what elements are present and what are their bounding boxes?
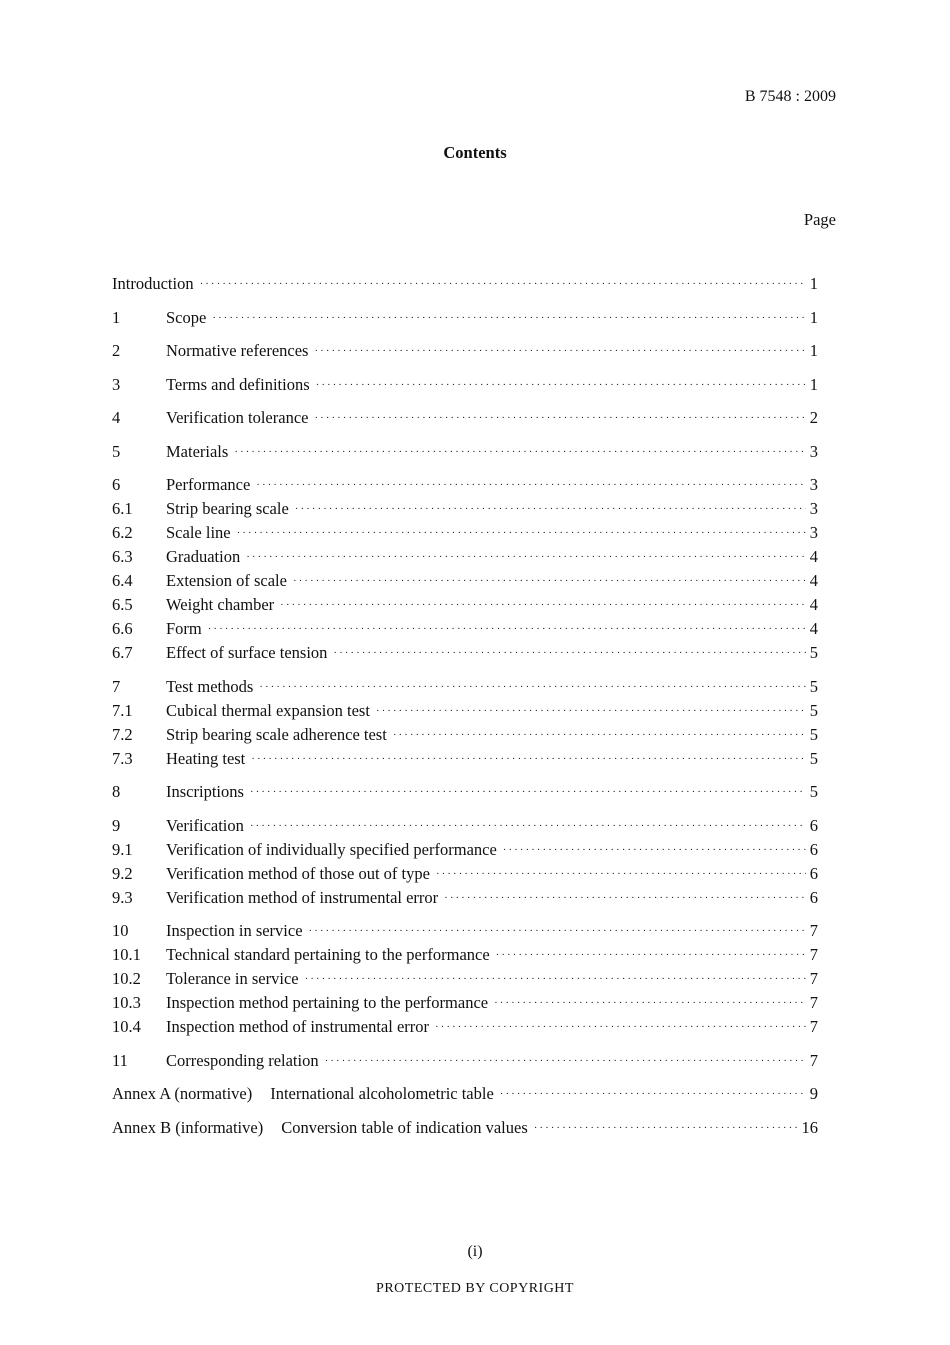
- toc-entry-page: 9: [809, 1084, 818, 1103]
- toc-entry[interactable]: [112, 440, 818, 464]
- toc-entry[interactable]: [112, 747, 818, 771]
- toc-entry-page: 6: [809, 839, 818, 859]
- toc-entry-introduction[interactable]: [112, 272, 818, 296]
- leader-dots: [237, 521, 806, 545]
- toc-entry[interactable]: [112, 886, 818, 910]
- toc-entry-page: 3: [809, 475, 818, 494]
- toc-entry-page: 2: [809, 408, 818, 427]
- toc-entry-label: Introduction: [112, 274, 194, 293]
- toc-entry-label: Extension of scale: [166, 571, 287, 590]
- toc-entry-label: Weight chamber: [166, 595, 275, 614]
- toc-entry-page: 16: [801, 1117, 818, 1137]
- toc-entry-number: 6.3: [112, 547, 133, 566]
- leader-dots: [251, 747, 806, 771]
- toc-entry[interactable]: [112, 814, 818, 838]
- toc-entry[interactable]: [112, 838, 818, 862]
- toc-annex-entry[interactable]: [112, 1082, 818, 1106]
- toc-entry[interactable]: [112, 306, 818, 330]
- annex-title: International alcoholometric table: [270, 1084, 494, 1103]
- leader-dots: [212, 306, 806, 330]
- toc-entry-page: 4: [809, 571, 818, 590]
- table-of-contents: [112, 272, 818, 1140]
- toc-entry[interactable]: [112, 641, 818, 665]
- leader-dots: [503, 838, 806, 862]
- leader-dots: [309, 919, 806, 943]
- leader-dots: [200, 272, 806, 296]
- toc-entry-number: 1: [112, 307, 121, 327]
- leader-dots: [316, 373, 806, 397]
- toc-entry-page: 7: [809, 1017, 818, 1036]
- toc-entry-number: 9.2: [112, 863, 133, 883]
- toc-entry-number: 9.1: [112, 839, 133, 859]
- annex-label: Annex B (informative): [112, 1117, 264, 1137]
- toc-entry-label: Verification method of instrumental error: [166, 887, 439, 907]
- toc-entry-number: 3: [112, 374, 121, 394]
- toc-entry-page: 1: [809, 274, 818, 293]
- toc-entry-label: Materials: [166, 441, 229, 461]
- leader-dots: [494, 991, 806, 1015]
- toc-entry-page: 3: [809, 499, 818, 518]
- leader-dots: [234, 440, 806, 464]
- toc-entry-page: 5: [809, 748, 818, 768]
- toc-entry-number: 6: [112, 475, 121, 494]
- toc-entry[interactable]: [112, 617, 818, 641]
- toc-entry[interactable]: [112, 675, 818, 699]
- toc-entry-page: 7: [809, 1050, 818, 1070]
- leader-dots: [250, 814, 806, 838]
- leader-dots: [246, 545, 806, 569]
- toc-entry-page: 1: [809, 307, 818, 327]
- toc-entry-label: Scope: [166, 307, 207, 327]
- toc-entry[interactable]: [112, 780, 818, 804]
- toc-entry-label: Cubical thermal expansion test: [166, 700, 370, 720]
- toc-entry-page: 3: [809, 523, 818, 542]
- toc-entry[interactable]: [112, 497, 818, 521]
- leader-dots: [444, 886, 806, 910]
- toc-entry[interactable]: [112, 521, 818, 545]
- toc-entry-number: 6.2: [112, 523, 133, 542]
- annex-title: Conversion table of indication values: [281, 1117, 528, 1137]
- toc-entry-number: 8: [112, 782, 121, 801]
- toc-entry[interactable]: [112, 339, 818, 363]
- leader-dots: [280, 593, 806, 617]
- toc-entry[interactable]: [112, 991, 818, 1015]
- copyright-notice: PROTECTED BY COPYRIGHT: [376, 1281, 574, 1296]
- toc-entry-label: Graduation: [166, 547, 241, 566]
- toc-entry[interactable]: [112, 1049, 818, 1073]
- leader-dots: [293, 569, 806, 593]
- toc-entry-page: 7: [809, 945, 818, 964]
- leader-dots: [496, 943, 806, 967]
- toc-entry-number: 7.2: [112, 724, 133, 744]
- toc-entry-page: 7: [809, 921, 818, 940]
- page-number: (i): [467, 1243, 483, 1260]
- toc-entry-number: 6.6: [112, 619, 133, 638]
- toc-entry-label: Form: [166, 619, 202, 638]
- toc-entry-page: 1: [809, 341, 818, 360]
- toc-entry-label: Inspection in service: [166, 921, 303, 940]
- toc-entry[interactable]: [112, 943, 818, 967]
- leader-dots: [435, 1015, 806, 1039]
- toc-entry-page: 5: [809, 700, 818, 720]
- toc-entry-number: 10.3: [112, 993, 141, 1012]
- leader-dots: [333, 641, 806, 665]
- toc-entry-page: 7: [809, 969, 818, 988]
- toc-entry-label: Test methods: [166, 676, 254, 696]
- toc-entry-number: 7: [112, 676, 121, 696]
- toc-entry-number: 10: [112, 921, 129, 940]
- toc-entry-page: 6: [809, 887, 818, 907]
- leader-dots: [250, 780, 806, 804]
- toc-entry-page: 4: [809, 595, 818, 614]
- toc-entry-page: 6: [809, 863, 818, 883]
- toc-entry-number: 7.3: [112, 748, 133, 768]
- toc-entry-number: 10.2: [112, 969, 141, 988]
- toc-entry-label: Strip bearing scale adherence test: [166, 724, 387, 744]
- leader-dots: [534, 1116, 800, 1140]
- toc-annex-entry[interactable]: [112, 1116, 818, 1140]
- toc-entry[interactable]: [112, 545, 818, 569]
- toc-entry-number: 6.7: [112, 643, 133, 662]
- toc-entry-number: 7.1: [112, 700, 133, 720]
- leader-dots: [295, 497, 806, 521]
- toc-entry-label: Inscriptions: [166, 782, 244, 801]
- page-title: Contents: [443, 143, 507, 162]
- leader-dots: [500, 1082, 806, 1106]
- toc-entry-label: Inspection method of instrumental error: [166, 1017, 430, 1036]
- toc-entry-page: 6: [809, 815, 818, 835]
- toc-entry-page: 1: [809, 374, 818, 394]
- toc-entry[interactable]: [112, 373, 818, 397]
- toc-entry-label: Terms and definitions: [166, 374, 310, 394]
- toc-entry-label: Scale line: [166, 523, 231, 542]
- leader-dots: [256, 473, 806, 497]
- leader-dots: [436, 862, 806, 886]
- toc-entry-number: 9.3: [112, 887, 133, 907]
- toc-entry-page: 4: [809, 619, 818, 638]
- toc-entry[interactable]: [112, 699, 818, 723]
- toc-entry-page: 5: [809, 724, 818, 744]
- toc-entry[interactable]: [112, 569, 818, 593]
- toc-entry-number: 2: [112, 341, 121, 360]
- toc-entry-label: Verification tolerance: [166, 408, 309, 427]
- toc-entry-label: Corresponding relation: [166, 1050, 319, 1070]
- toc-entry-page: 4: [809, 547, 818, 566]
- toc-entry-number: 9: [112, 815, 121, 835]
- standard-number: B 7548 : 2009: [744, 88, 836, 105]
- toc-entry-label: Technical standard pertaining to the performance: [166, 945, 490, 964]
- annex-label: Annex A (normative): [112, 1084, 253, 1103]
- toc-entry-number: 10.1: [112, 945, 141, 964]
- toc-entry[interactable]: [112, 862, 818, 886]
- leader-dots: [208, 617, 806, 641]
- toc-entry-page: 5: [809, 782, 818, 801]
- toc-entry-label: Normative references: [166, 341, 309, 360]
- toc-entry-label: Verification: [166, 815, 244, 835]
- leader-dots: [393, 723, 806, 747]
- toc-entry[interactable]: [112, 593, 818, 617]
- toc-entry-label: Inspection method pertaining to the performance: [166, 993, 489, 1012]
- leader-dots: [314, 339, 806, 363]
- toc-entry-page: 5: [809, 676, 818, 696]
- toc-entry-label: Verification method of those out of type: [166, 863, 430, 883]
- toc-entry-page: 3: [809, 441, 818, 461]
- page-column-label: Page: [803, 210, 836, 229]
- leader-dots: [305, 967, 806, 991]
- toc-entry-number: 6.1: [112, 499, 133, 518]
- toc-entry-label: Strip bearing scale: [166, 499, 289, 518]
- toc-entry-number: 10.4: [112, 1017, 141, 1036]
- toc-entry-page: 5: [809, 643, 818, 662]
- toc-entry-label: Tolerance in service: [166, 969, 299, 988]
- toc-entry-number: 5: [112, 441, 121, 461]
- toc-entry[interactable]: [112, 967, 818, 991]
- toc-entry[interactable]: [112, 473, 818, 497]
- toc-entry-label: Performance: [166, 475, 251, 494]
- leader-dots: [325, 1049, 806, 1073]
- toc-entry[interactable]: [112, 1015, 818, 1039]
- toc-entry-number: 11: [112, 1050, 128, 1070]
- toc-entry-page: 7: [809, 993, 818, 1012]
- toc-entry-number: 6.4: [112, 571, 133, 590]
- toc-entry[interactable]: [112, 406, 818, 430]
- toc-entry-number: 6.5: [112, 595, 133, 614]
- toc-entry-number: 4: [112, 408, 121, 427]
- toc-entry[interactable]: [112, 723, 818, 747]
- leader-dots: [259, 675, 806, 699]
- toc-entry-label: Heating test: [166, 748, 246, 768]
- toc-entry-label: Verification of individually specified performance: [166, 839, 497, 859]
- leader-dots: [314, 406, 806, 430]
- leader-dots: [376, 699, 806, 723]
- toc-entry-label: Effect of surface tension: [166, 643, 328, 662]
- toc-entry[interactable]: [112, 919, 818, 943]
